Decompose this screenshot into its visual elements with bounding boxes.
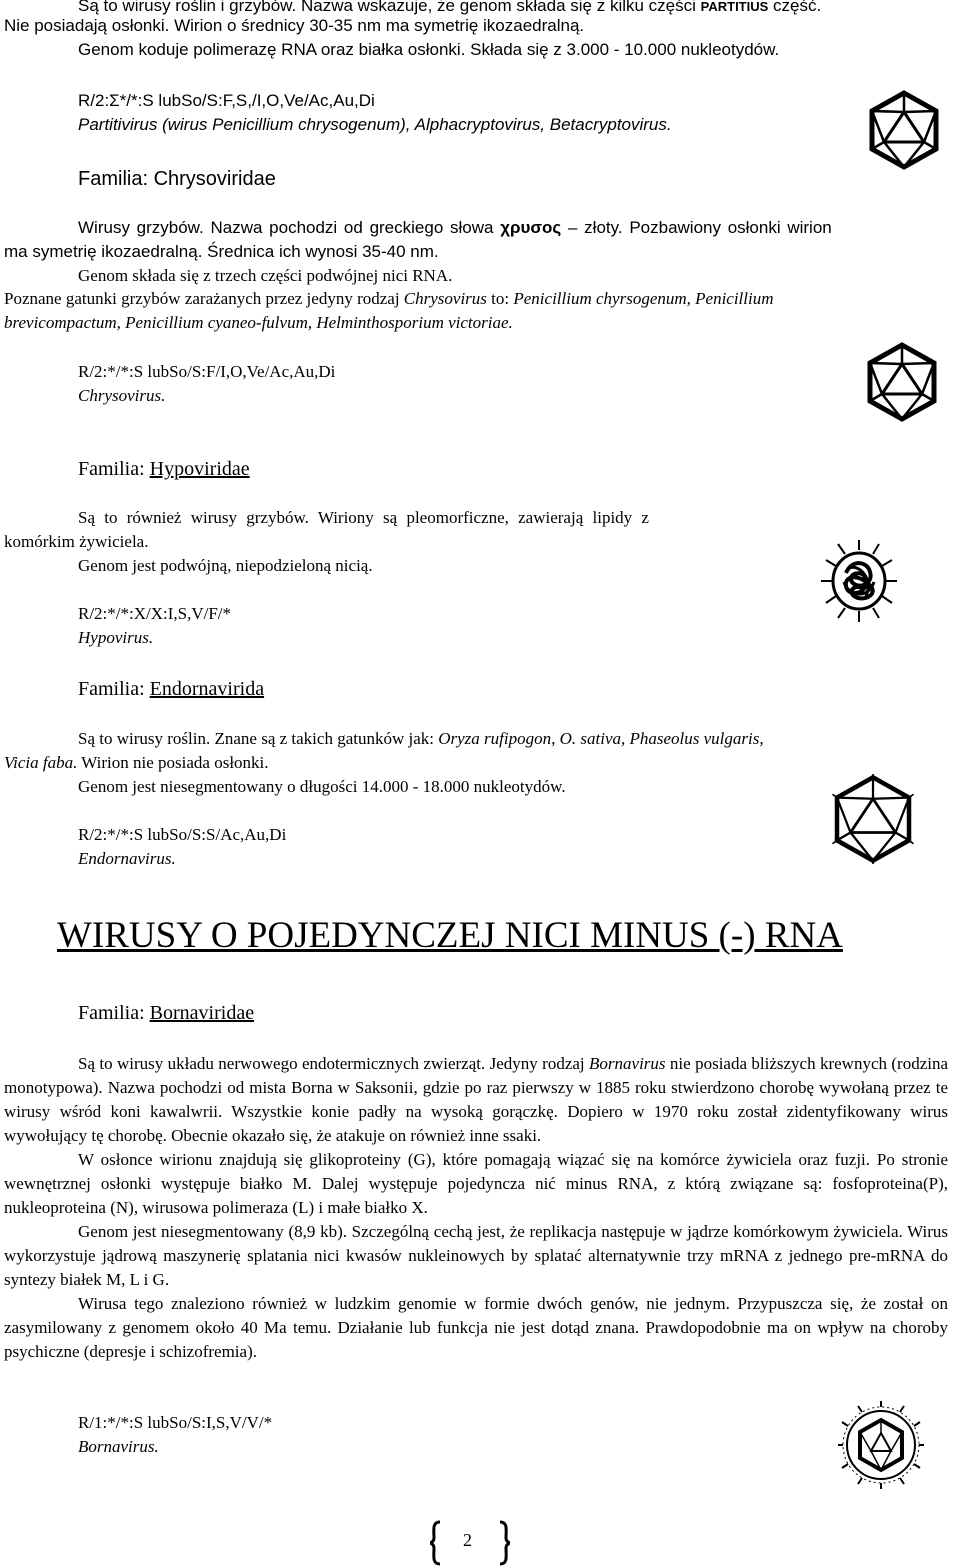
hypo-line-2: komórkim żywiciela.	[4, 532, 149, 551]
borna-paragraph-2: W osłonce wirionu znajdują się glikoproteiny (G), które pomagają wiązać się na komórce żywiciela oraz fuzji. Po stronie wewnętrznej osłonki występuje białko M. Dalej występuje pojedyncza nić minus RNA, z którą związane są: fosfoproteina(P), nukleoproteina (N), wirusowa polimeraza (L) i małe białko X.	[4, 1150, 948, 1217]
borna-paragraph-4: Wirusa tego znaleziono również w ludzkim genomie w formie dwóch genów, nie jednym. Przypuszcza się, że został on zasymilowany z genomem około 40 Ma temu. Działanie lub funkcja nie jest dotąd znana. Prawdopodobnie ma on wpływ na choroby psychiczne (depresje i schizofremia).	[4, 1294, 948, 1361]
chryso-line-4: Poznane gatunki grzybów zarażanych przez jedyny rodzaj Chrysovirus to: Penicillium chyrsogenum, Penicillium	[4, 289, 774, 308]
hypo-genus: Hypovirus.	[78, 628, 154, 647]
endo-line-2: Vicia faba. Wirion nie posiada osłonki.	[4, 753, 269, 772]
hypo-line-3: Genom jest podwójną, niepodzieloną nicią.	[78, 556, 373, 575]
borna-genus: Bornavirus.	[78, 1437, 159, 1456]
chryso-line-5: brevicompactum, Penicillium cyaneo-fulvum, Helminthosporium victoriae.	[4, 313, 513, 332]
borna-paragraph-3: Genom jest niesegmentowany (8,9 kb). Szczególną cechą jest, że replikacja następuje w jądrze komórkowym żywiciela. Wirus wykorzystuje jądrową maszynerię splatania nici kwasów nukleinowych by splatać alternatywnie trzy mRNA z jednego pre-mRNA do syntezy białek M, L i G.	[4, 1222, 948, 1289]
pleomorphic-virion-icon	[818, 538, 900, 624]
chryso-code: R/2:*/*:S lubSo/S:F/I,O,Ve/Ac,Au,Di	[78, 362, 336, 381]
chryso-line-1: Wirusy grzybów. Nazwa pochodzi od greckiego słowa χρυσος – złoty. Pozbawiony osłonki wirion	[78, 218, 832, 237]
partiti-line-1: Są to wirusy roślin i grzybów. Nazwa wskazuje, że genom składa się z kilku części PARTITIUS część.	[78, 0, 822, 15]
borna-heading: Familia: Bornaviridae	[78, 1002, 255, 1024]
endo-heading: Familia: Endornavirida	[78, 678, 265, 700]
page-number: 2	[463, 1530, 472, 1550]
endo-genus: Endornavirus.	[78, 849, 176, 868]
chryso-line-2: ma symetrię ikozaedralną. Średnica ich wynosi 35-40 nm.	[4, 242, 439, 261]
hypo-line-1: Są to również wirusy grzybów. Wiriony są pleomorficzne, zawierają lipidy z	[78, 508, 649, 527]
chryso-genus: Chrysovirus.	[78, 386, 166, 405]
borna-code: R/1:*/*:S lubSo/S:I,S,V/V/*	[78, 1413, 273, 1432]
icosahedron-icon	[830, 774, 916, 864]
borna-paragraph-1: Są to wirusy układu nerwowego endotermicznych zwierząt. Jedyny rodzaj Bornavirus nie posiada bliższych krewnych (rodzina monotypowa). Nazwa pochodzi od mista Borna w Saksonii, gdzie po raz pierwszy w 1885 roku stwierdzono chorobę wywołaną przez te wirusy wśród koni kawalwrii. Wszystkie konie padły na wysoką gorączkę. Dopiero w 1970 roku został zidentyfikowany wirus wywołujący tę chorobę. Obecnie okazało się, że atakuje on również inne ssaki.	[4, 1054, 949, 1145]
enveloped-virion-icon	[838, 1400, 924, 1490]
endo-line-3: Genom jest niesegmentowany o długości 14.000 - 18.000 nukleotydów.	[78, 777, 566, 796]
hypo-code: R/2:*/*:X/X:I,S,V/F/*	[78, 604, 232, 623]
hypo-heading: Familia: Hypoviridae	[78, 458, 250, 480]
partiti-line-3: Genom koduje polimerazę RNA oraz białka osłonki. Składa się z 3.000 - 10.000 nukleotydów.	[78, 40, 780, 59]
partiti-line-2: Nie posiadają osłonki. Wirion o średnicy 30-35 nm ma symetrię ikozaedralną.	[4, 16, 585, 35]
section-heading: WIRUSY O POJEDYNCZEJ NICI MINUS (-) RNA	[57, 915, 843, 956]
partitius-word: PARTITIUS	[700, 0, 769, 14]
borna-text	[4, 1052, 948, 1364]
chryso-heading: Familia: Chrysoviridae	[78, 168, 276, 190]
icosahedron-icon	[868, 90, 940, 170]
chryso-line-3: Genom składa się z trzech części podwójnej nici RNA.	[78, 266, 453, 285]
endo-line-1: Są to wirusy roślin. Znane są z takich gatunków jak: Oryza rufipogon, O. sativa, Phaseolus vulgaris,	[78, 729, 764, 748]
icosahedron-icon	[864, 342, 940, 422]
endo-code: R/2:*/*:S lubSo/S:S/Ac,Au,Di	[78, 825, 287, 844]
partiti-genera: Partitivirus (wirus Penicillium chrysogenum), Alphacryptovirus, Betacryptovirus.	[78, 115, 672, 134]
greek-word: χρυσος	[500, 218, 562, 237]
partiti-code: R/2:Σ*/*:S lubSo/S:F,S,/I,O,Ve/Ac,Au,Di	[78, 91, 375, 110]
